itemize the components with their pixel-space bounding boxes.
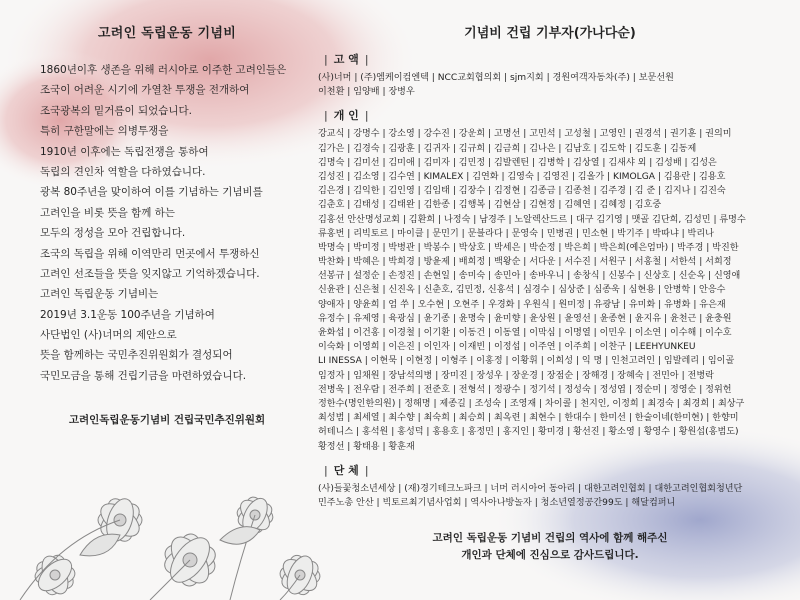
donor-line: 김홍선 안산명성교회 | 김환희 | 나정숙 | 남경주 | 노알렉산드르 | 대구 김기영 | 맷골 김단희, 김성민 | 류명수 [318,214,746,225]
section-heading-major: | 고 액 | [324,53,369,66]
left-title: 고려인 독립운동 기념비 [97,26,237,41]
thanks-line: 고려인 독립운동 기념비 건립의 역사에 함께 해주신 [432,532,668,545]
donor-line: 김성진 | 김소영 | 김수연 | KIMALEX | 김연화 | 김영숙 | 김영진 | 김올가 | KIMOLGA | 김용란 | 김용호 [318,171,726,182]
individual-donor-list [312,127,788,453]
paragraph-line: 2019년 3.1운동 100주년을 기념하여 [40,308,215,321]
donor-line: (사)너머 | (주)엠케이컴엔텍 | NCC교회협의회 | sjm지회 | 경원여객자동차(주) | 보문선원 [318,73,674,83]
donor-line: 신윤관 | 신은철 | 신진옥 | 신춘호, 김민정, 신홍석 | 심경수 | 심상준 | 심종욱 | 심현용 | 안병학 | 안응수 [318,285,726,296]
paragraph-line: 고려인을 비롯 뜻을 함께 하는 [40,206,176,219]
donor-line: 김가은 | 김경숙 | 김광훈 | 김귀자 | 김규희 | 김금희 | 김나은 | 김남호 | 김도학 | 김도훈 | 김동제 [318,143,697,154]
section-label: 개 인 [333,109,359,123]
donor-line: 선봉규 | 설정순 | 손정진 | 손현일 | 송미숙 | 송민아 | 송바우니 | 송창식 | 신봉수 | 신상호 | 신순옥 | 신영애 [318,271,741,282]
thank-you-message [312,530,788,564]
paragraph-line: 조국이 어려운 시기에 가열찬 투쟁을 전개하여 [40,84,250,97]
donor-line: LI INESSA | 이현묵 | 이현정 | 이형주 | 이홍정 | 이황휘 | 이희성 | 익 명 | 인천고려인 | 임발레리 | 임이골 [318,356,735,367]
donor-line: 강교식 | 강명수 | 강소영 | 강수진 | 강운희 | 고명선 | 고민석 | 고성철 | 고영인 | 권경석 | 권기훈 | 권의미 [318,129,732,140]
paragraph-line: 모두의 정성을 모아 건립합니다. [40,227,186,240]
memorial-description-panel [22,22,312,427]
donor-list-panel [312,22,788,564]
paragraph-line: 사단법인 (사)너머의 제안으로 [40,329,177,342]
donor-line: 최성범 | 최세열 | 최수향 | 최숙희 | 최승희 | 최옥련 | 최현수 | 한대수 | 한미선 | 한술이네(한미현) | 한향미 [318,413,739,424]
donor-line: 박명숙 | 박미정 | 박병관 | 박봉수 | 박상호 | 박세은 | 박순정 | 박은희 | 박은희(예은엄마) | 박주경 | 박진한 [318,242,739,253]
donor-line: 이천환 | 임양배 | 장병우 [318,87,415,98]
section-label: 단 체 [333,463,359,477]
paragraph-line: 1910년 이후에는 독립전쟁을 통하여 [40,145,209,158]
committee-signature: 고려인독립운동기념비 건립국민추진위원회 [68,414,266,427]
donor-line: 류홍번 | 리빅토르 | 마이클 | 문민기 | 문블라다 | 문영숙 | 민병권 | 민소현 | 박기주 | 박따냐 | 박리나 [318,228,714,239]
section-label: 고 액 [333,53,359,66]
section-heading-groups: | 단 체 | [324,463,369,477]
paragraph-line: 독립의 견인차 역할을 다하였습니다. [40,165,206,178]
donor-line: 허테니스 | 홍석원 | 홍성덕 | 홍용호 | 홍정민 | 홍지인 | 황미경 | 황선진 | 황소영 | 황영수 | 황원섭(홍범도) [318,427,739,438]
paragraph-line: 1860년이후 생존을 위해 러시아로 이주한 고려인들은 [40,64,287,76]
donor-line: 임정자 | 임채원 | 장남석의병 | 장미진 | 장성우 | 장운경 | 장점순 | 장해경 | 장혜숙 | 전민아 | 전병락 [318,370,714,381]
donor-line: 김명숙 | 김미선 | 김미애 | 김미자 | 김민정 | 김발렌틴 | 김병학 | 김상열 | 김새샤 외 | 김성배 | 김성은 [318,157,717,168]
paragraph-line: 국민모금을 통해 건립기금을 마련하였습니다. [40,369,247,382]
paragraph-line: 뜻을 함께하는 국민추진위원회가 결성되어 [40,349,233,362]
donor-line: 황정선 | 황태용 | 황훈재 [318,441,415,452]
paragraph-line: 고려인 선조들을 뜻을 잊지않고 기억하겠습니다. [40,267,260,280]
donor-line: 전병욱 | 전우람 | 전주희 | 전준호 | 전형석 | 정광수 | 정기석 | 정성숙 | 정성엽 | 정순미 | 정영순 | 정위헌 [318,384,732,395]
donor-line: 민주노총 안산 | 빅토르최기념사업회 | 역사아나방놀자 | 청소년열정공간99도 | 해달컴퍼니 [318,497,676,508]
donor-line: 김은경 | 김익한 | 김인영 | 김임태 | 김장수 | 김정현 | 김종금 | 김종천 | 김주경 | 김 준 | 김지나 | 김진숙 [318,186,726,197]
description-paragraph [22,60,312,386]
section-heading-individual: | 개 인 | [324,109,369,123]
donor-line: 박찬화 | 박혜은 | 박희경 | 방윤제 | 배희정 | 백왕순 | 서다운 | 서수진 | 서원구 | 서홍철 | 서한석 | 서희정 [318,257,732,268]
donor-line: 양애자 | 양윤희 | 엄 쑤 | 오수현 | 오현주 | 우경화 | 우원식 | 원미정 | 유광남 | 유미화 | 유병화 | 유은재 [318,299,726,310]
donor-line: 윤화섭 | 이건홍 | 이경철 | 이기환 | 이동건 | 이동열 | 이막심 | 이명열 | 이민우 | 이소연 | 이수해 | 이수호 [318,328,732,338]
donor-line: 김춘호 | 김태성 | 김태완 | 김한종 | 김행복 | 김현삼 | 김현정 | 김혜연 | 김혜정 | 김호중 [318,200,662,211]
thanks-line: 개인과 단체에 진심으로 감사드립니다. [461,549,639,562]
paragraph-line: 특히 구한말에는 의병투쟁을 [40,125,169,138]
group-donor-list [312,482,788,510]
paragraph-line: 고려인 독립운동 기념비는 [40,288,159,301]
paragraph-line: 조국광복의 밑거름이 되었습니다. [40,104,193,117]
flower-illustration [20,494,323,600]
donor-line: 유정수 | 유제영 | 육광심 | 윤기종 | 윤명숙 | 윤미향 | 윤상원 | 윤영선 | 윤종현 | 윤지유 | 윤천근 | 윤충원 [318,313,732,324]
donor-line: 정한수(명인한의원) | 정해명 | 제종길 | 조성숙 | 조영재 | 차이콜 | 천지인, 이정희 | 최경숙 | 최경희 | 최상구 [318,398,745,409]
donor-line: 이숙화 | 이영희 | 이은진 | 이인자 | 이재빈 | 이정섭 | 이주연 | 이주희 | 이찬구 | LEEHYUNKEU [318,342,696,353]
donor-line: (사)들꽃청소년세상 | (재)경기테크노파크 | 너머 러시아어 동아리 | 대한고려인협회 | 대한고려인협회청년단 [318,483,743,494]
major-donor-list [312,71,788,99]
right-title: 기념비 건립 기부자(가나다순) [464,26,636,41]
paragraph-line: 조국의 독립을 위해 이역만리 먼곳에서 투쟁하신 [40,247,260,260]
paragraph-line: 광복 80주년을 맞이하여 이를 기념하는 기념비를 [40,186,263,199]
